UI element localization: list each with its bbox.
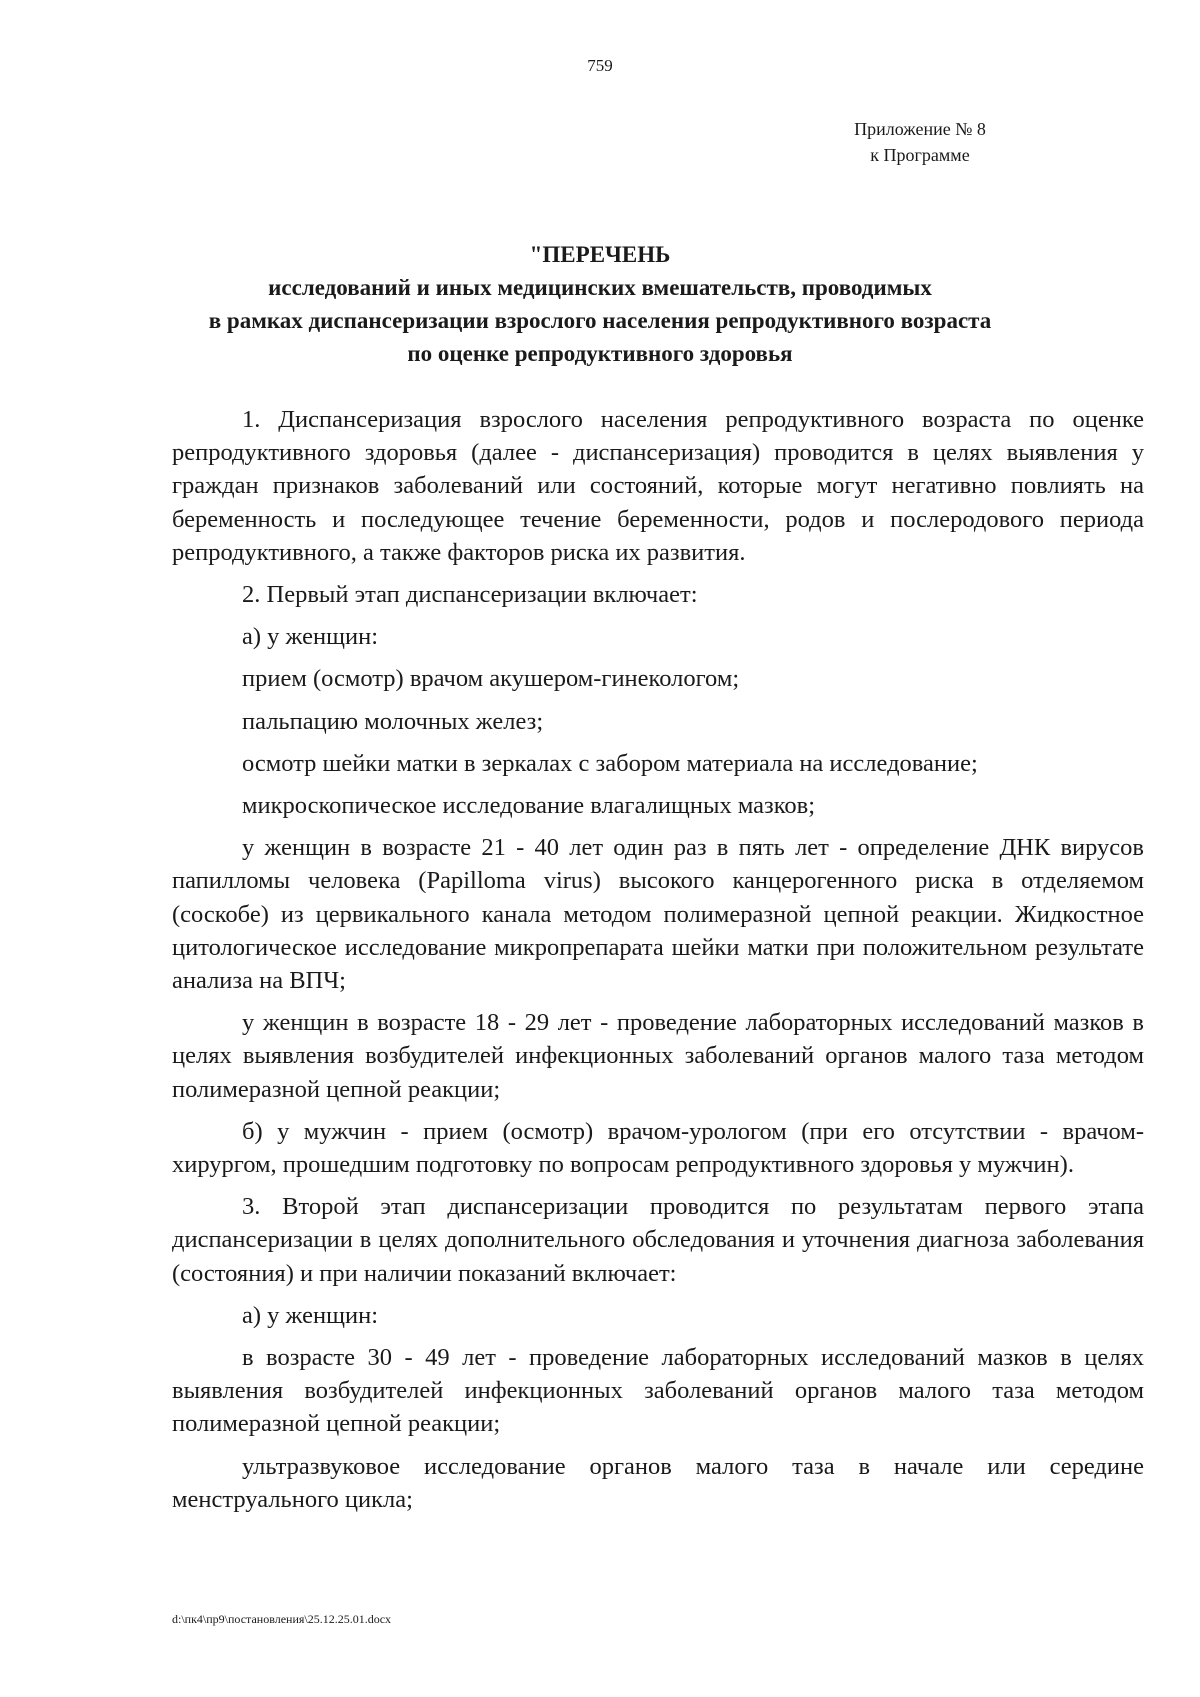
document-body (172, 403, 1144, 1525)
page-number: 759 (587, 56, 613, 75)
appendix-reference (820, 116, 1020, 168)
paragraph: 2. Первый этап диспансеризации включает: (242, 581, 698, 609)
appendix-line-1: Приложение № 8 (854, 119, 986, 139)
paragraph: пальпацию молочных желез; (242, 707, 544, 735)
paragraph: микроскопическое исследование влагалищных мазков; (242, 792, 816, 820)
paragraph: а) у женщин: (242, 623, 379, 651)
title-line-3: в рамках диспансеризации взрослого населения репродуктивного возраста (208, 308, 992, 333)
paragraph: у женщин в возрасте 18 - 29 лет - проведение лабораторных исследований мазков в целях выявления возбудителей инфекционных заболеваний органов малого таза методом полимеразной цепной реакции; (172, 1009, 1144, 1103)
appendix-line-2: к Программе (870, 145, 970, 165)
paragraph: осмотр шейки матки в зеркалах с забором материала на исследование; (242, 749, 978, 777)
paragraph: б) у мужчин - прием (осмотр) врачом-урологом (при его отсутствии - врачом-хирургом, прошедшим подготовку по вопросам репродуктивного здоровья у мужчин). (172, 1117, 1144, 1179)
paragraph: у женщин в возрасте 21 - 40 лет один раз в пять лет - определение ДНК вирусов папилломы человека (Papilloma virus) высокого канцерогенного риска в отделяемом (соскобе) из цервикального канала методом полимеразной цепной реакции. Жидкостное цитологическое исследование микропрепарата шейки матки при положительном результате анализа на ВПЧ; (172, 834, 1144, 995)
paragraph: ультразвуковое исследование органов малого таза в начале или середине менструального цикла; (172, 1452, 1144, 1513)
document-title (160, 238, 1040, 370)
title-line-4: по оценке репродуктивного здоровья (407, 341, 793, 366)
paragraph: прием (осмотр) врачом акушером-гинекологом; (242, 665, 740, 693)
paragraph: 3. Второй этап диспансеризации проводится по результатам первого этапа диспансеризации в целях дополнительного обследования и уточнения диагноза заболевания (состояния) и при наличии показаний включает: (172, 1193, 1144, 1287)
paragraph: 1. Диспансеризация взрослого населения репродуктивного возраста по оценке репродуктивного здоровья (далее - диспансеризация) проводится в целях выявления у граждан признаков заболеваний или состояний, которые могут негативно повлиять на беременность и последующее течение беременности, родов и послеродового периода репродуктивного, а также факторов риска их развития. (172, 406, 1144, 566)
footer-file-path: d:\пк4\пр9\постановления\25.12.25.01.docx (172, 1612, 392, 1626)
title-line-2: исследований и иных медицинских вмешательств, проводимых (268, 275, 932, 300)
paragraph: в возрасте 30 - 49 лет - проведение лабораторных исследований мазков в целях выявления возбудителей инфекционных заболеваний органов малого таза методом полимеразной цепной реакции; (172, 1344, 1144, 1438)
title-line-1: "ПЕРЕЧЕНЬ (529, 242, 671, 267)
paragraph: а) у женщин: (242, 1301, 379, 1329)
